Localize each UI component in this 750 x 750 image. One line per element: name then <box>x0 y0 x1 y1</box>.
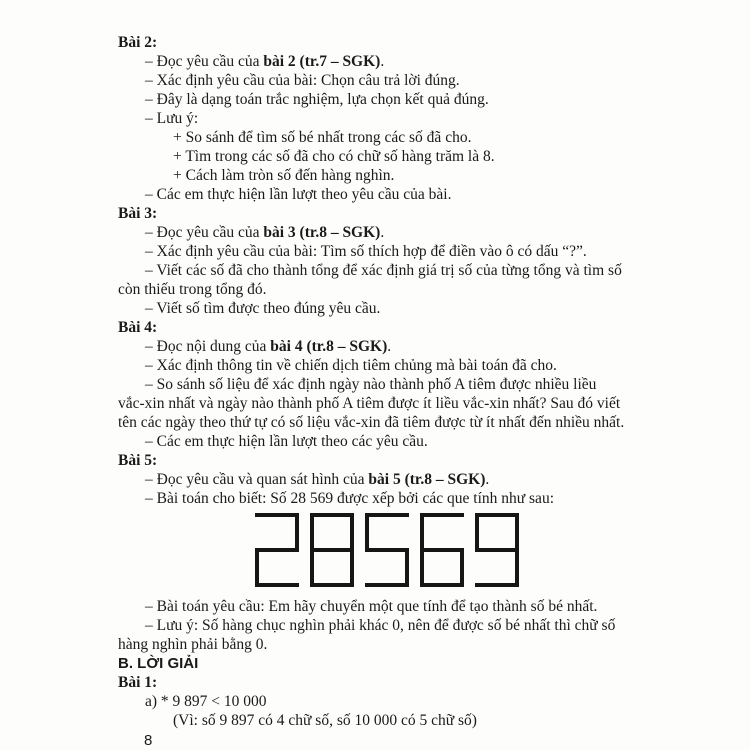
matchstick-digit <box>310 513 354 587</box>
text-run: – Lưu ý: <box>145 110 199 127</box>
matchstick <box>365 513 369 550</box>
matchstick-digit <box>365 513 409 587</box>
matchstick <box>420 548 464 552</box>
text-line <box>118 395 620 413</box>
text-line <box>118 414 624 432</box>
matchstick-digit <box>475 513 519 587</box>
text-run: a) * 9 897 < 10 000 <box>145 693 267 710</box>
text-line <box>118 281 267 299</box>
text-line <box>173 148 495 166</box>
text-run: – Đọc nội dung của <box>145 338 271 355</box>
section-heading <box>118 655 198 673</box>
text-line <box>118 636 267 654</box>
matchstick <box>420 583 464 587</box>
matchstick <box>475 548 519 552</box>
text-run: – Xác định thông tin về chiến dịch tiêm chủng mà bài toán đã cho. <box>145 357 557 374</box>
text-run: – So sánh số liệu để xác định ngày nào thành phố A tiêm được nhiều liều <box>145 376 597 393</box>
matchstick <box>310 583 354 587</box>
matchstick <box>475 513 479 550</box>
matchstick <box>460 550 464 587</box>
text-run: B. LỜI GIẢI <box>118 655 199 672</box>
page-number: 8 <box>144 732 153 749</box>
text-line <box>145 490 554 508</box>
text-line <box>145 53 384 71</box>
text-line <box>145 693 267 711</box>
text-run: . <box>387 338 392 355</box>
text-run: – Các em thực hiện lần lượt theo yêu cầu của bài. <box>145 186 452 203</box>
matchstick <box>310 548 354 552</box>
section-heading <box>118 34 157 52</box>
text-run: – Lưu ý: Số hàng chục nghìn phải khác 0, nên để được số bé nhất thì chữ số <box>145 617 616 634</box>
text-run: + Tìm trong các số đã cho có chữ số hàng trăm là 8. <box>173 148 495 165</box>
matchstick-digit <box>420 513 464 587</box>
matchstick <box>420 550 424 587</box>
text-line <box>145 186 451 204</box>
matchstick-digit <box>255 513 299 587</box>
text-line <box>173 129 471 147</box>
section-heading <box>118 452 157 470</box>
text-line <box>145 262 622 280</box>
matchstick <box>515 513 519 550</box>
text-line <box>145 300 380 318</box>
text-run: + Cách làm tròn số đến hàng nghìn. <box>173 167 395 184</box>
text-line <box>145 471 489 489</box>
matchstick <box>515 550 519 587</box>
matchstick <box>255 513 299 517</box>
matchstick <box>420 513 424 550</box>
matchstick <box>255 583 299 587</box>
matchstick <box>310 550 314 587</box>
text-run: tên các ngày theo thứ tự có số liệu vắc-xin đã tiêm được từ ít nhất đến nhiều nhất. <box>118 414 625 431</box>
text-run: vắc-xin nhất và ngày nào thành phố A tiêm được ít liều vắc-xin nhất? Sau đó viết <box>118 395 621 412</box>
matchstick <box>475 583 519 587</box>
matchstick <box>365 548 409 552</box>
text-line <box>145 598 597 616</box>
text-run: – Xác định yêu cầu của bài: Tìm số thích hợp để điền vào ô có dấu “?”. <box>145 243 587 260</box>
bold-reference: bài 4 (tr.8 – SGK) <box>270 338 388 355</box>
text-run: – Đây là dạng toán trắc nghiệm, lựa chọn kết quả đúng. <box>145 91 489 108</box>
text-line <box>145 91 489 109</box>
matchstick <box>255 548 299 552</box>
text-run: – Đọc yêu cầu của <box>145 224 264 241</box>
text-line <box>145 224 384 242</box>
matchstick <box>365 513 409 517</box>
matchstick <box>405 550 409 587</box>
text-line <box>145 376 596 394</box>
section-heading <box>118 674 157 692</box>
text-run: – Bài toán yêu cầu: Em hãy chuyển một que tính để tạo thành số bé nhất. <box>145 598 598 615</box>
bold-reference: bài 3 (tr.8 – SGK) <box>263 224 381 241</box>
bold-reference: bài 2 (tr.7 – SGK) <box>263 53 381 70</box>
section-heading <box>118 319 157 337</box>
matchstick <box>475 513 519 517</box>
matchstick <box>420 513 464 517</box>
matchstick <box>350 550 354 587</box>
text-run: – Bài toán cho biết: Số 28 569 được xếp bởi các que tính như sau: <box>145 490 554 507</box>
text-run: Bài 4: <box>118 319 158 336</box>
matchstick <box>295 513 299 550</box>
matchstick <box>310 513 354 517</box>
text-run: . <box>485 471 490 488</box>
matchstick <box>255 550 259 587</box>
text-run: – Viết các số đã cho thành tổng để xác định giá trị số của từng tổng và tìm số <box>145 262 622 279</box>
text-run: Bài 5: <box>118 452 158 469</box>
text-line <box>145 617 615 635</box>
text-run: hàng nghìn phải bằng 0. <box>118 636 268 653</box>
text-run: Bài 1: <box>118 674 158 691</box>
text-line <box>173 167 394 185</box>
section-heading <box>118 205 157 223</box>
text-run: Bài 2: <box>118 34 158 51</box>
bold-reference: bài 5 (tr.8 – SGK) <box>368 471 486 488</box>
matchstick-number-figure <box>250 510 520 592</box>
text-line <box>145 72 460 90</box>
text-run: Bài 3: <box>118 205 158 222</box>
text-run: . <box>380 53 385 70</box>
matchstick <box>350 513 354 550</box>
text-line <box>145 243 587 261</box>
text-line <box>145 338 391 356</box>
text-run: . <box>380 224 385 241</box>
matchstick <box>310 513 314 550</box>
text-run: – Viết số tìm được theo đúng yêu cầu. <box>145 300 381 317</box>
text-run: còn thiếu trong tổng đó. <box>118 281 267 298</box>
text-run: – Đọc yêu cầu và quan sát hình của <box>145 471 369 488</box>
text-line <box>145 110 198 128</box>
text-run: – Đọc yêu cầu của <box>145 53 264 70</box>
text-run: – Các em thực hiện lần lượt theo các yêu cầu. <box>145 433 428 450</box>
text-line <box>173 712 477 730</box>
text-run: – Xác định yêu cầu của bài: Chọn câu trả lời đúng. <box>145 72 460 89</box>
text-line <box>145 357 557 375</box>
matchstick <box>365 583 409 587</box>
text-line <box>145 433 428 451</box>
text-run: (Vì: số 9 897 có 4 chữ số, số 10 000 có 5 chữ số) <box>173 712 477 729</box>
text-run: + So sánh để tìm số bé nhất trong các số đã cho. <box>173 129 472 146</box>
